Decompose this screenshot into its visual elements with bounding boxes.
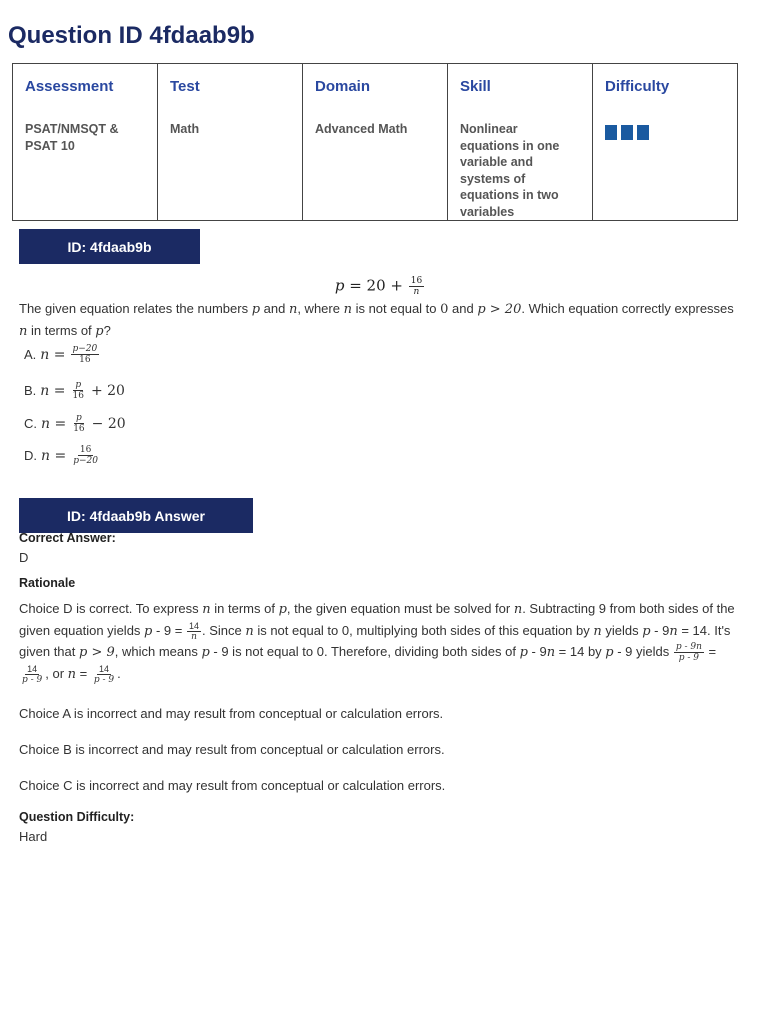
choice-d-fraction [71,445,100,466]
choice-c[interactable] [24,413,126,434]
text-span: - 9 [650,622,670,638]
math-var: p [144,623,153,639]
choice-a-den: 16 [79,355,91,365]
text-span: . [117,665,121,681]
choice-a[interactable] [24,344,104,365]
fraction-denominator: n [413,287,420,297]
math-var: p [642,623,651,639]
math-var: n [669,623,678,639]
difficulty-header: Difficulty [605,78,670,95]
text-span: , or [45,665,68,681]
choice-b-fraction [71,380,86,401]
text-span: , where [297,301,344,316]
choice-a-lhs: n = [40,346,66,363]
difficulty-bar [637,125,649,140]
math-var: p > 9 [79,645,115,660]
math-var: n [19,323,28,339]
choice-c-rationale: Choice C is incorrect and may result from conceptual or calculation errors. [19,778,446,793]
math-var: p [278,602,287,617]
fraction-numerator: 14 [27,663,38,674]
choice-b-num: p [75,380,82,390]
test-value: Math [170,122,200,136]
fraction-denominator: p - 9 [93,674,115,685]
choice-c-label: C. [24,416,37,431]
question-difficulty-value: Hard [19,829,48,844]
math-var: p > 20 [477,302,522,317]
test-header: Test [170,78,200,95]
choice-b-den: 16 [72,391,84,401]
page-title: Question ID 4fdaab9b [8,22,255,49]
test-cell [158,64,303,221]
math-var: n [67,666,77,682]
choice-c-num: p [76,413,82,423]
fraction-denominator: p - 9 [22,674,43,685]
rationale-text [19,599,744,685]
text-span: ? [103,322,111,338]
math-fraction [187,621,201,642]
domain-value: Advanced Math [315,122,408,136]
text-span: = [76,665,91,681]
choice-a-num: p−20 [72,344,98,354]
choice-d-label: D. [24,448,37,463]
skill-value: Nonlinear equations in one variable and systems of equations in two variables [460,122,560,219]
question-difficulty-label: Question Difficulty: [19,810,135,824]
math-var: n [245,623,254,639]
choice-c-fraction [71,413,86,434]
choice-a-fraction [71,344,100,365]
text-span: - 9 yields [613,644,673,659]
math-var: n [546,645,556,660]
text-span: = 14. It's given that [19,622,731,659]
difficulty-cell [593,64,738,221]
equation-fraction [409,276,424,297]
choice-b-rationale: Choice B is incorrect and may result from conceptual or calculation errors. [19,742,445,757]
assessment-cell [13,64,158,221]
domain-header: Domain [315,78,371,95]
text-span: yields [601,622,643,638]
difficulty-indicator [605,125,725,140]
choice-c-tail: − 20 [91,415,126,432]
difficulty-bar [621,125,633,140]
assessment-value: PSAT/NMSQT & PSAT 10 [25,122,119,153]
fraction-numerator: 14 [188,620,199,631]
text-span: in terms of [27,322,96,338]
text-span: is not equal to [351,301,441,316]
text-span: - 9 is not equal to 0. Therefore, dividing both sides of [209,644,520,659]
question-text [19,299,744,342]
text-span: is not equal to 0, multiplying both sides of this equation by [253,622,594,638]
text-span: and [448,301,478,316]
text-span: - 9 [527,644,547,659]
math-fraction [92,664,116,685]
skill-header: Skill [460,78,491,95]
math-var: p [201,645,210,660]
choice-d-lhs: n = [41,447,67,464]
answer-id-banner: ID: 4fdaab9b Answer [19,498,253,533]
equation-lhs: p [334,276,345,295]
choice-b[interactable] [24,380,125,401]
choice-c-den: 16 [73,424,85,434]
correct-answer-value: D [19,550,29,565]
choice-a-label: A. [24,347,37,362]
fraction-denominator: p - 9 [678,653,700,664]
math-var: p [95,323,104,339]
choice-c-lhs: n = [41,415,67,432]
skill-cell [448,64,593,221]
fraction-denominator: n [191,631,197,642]
text-span: . Since [201,622,246,638]
text-span: , which means [114,644,202,659]
difficulty-bar [605,125,617,140]
domain-cell [303,64,448,221]
text-span: = 14 by [555,644,606,659]
math-var: n [202,602,211,617]
question-meta-table [12,63,738,221]
choice-b-label: B. [24,383,37,398]
math-var: n [593,623,602,639]
text-span: in terms of [210,601,279,616]
math-var: p [251,302,261,317]
choice-a-rationale: Choice A is incorrect and may result from conceptual or calculation errors. [19,706,444,721]
math-var: n [343,302,352,317]
text-span: . Which equation correctly expresses [521,301,734,316]
choice-b-lhs: n = [40,382,66,399]
fraction-numerator: 16 [410,276,423,286]
rationale-label: Rationale [19,576,76,590]
fraction-numerator: 14 [98,663,109,674]
math-fraction [20,664,44,685]
math-var: n [513,602,523,617]
question-id-banner: ID: 4fdaab9b [19,229,200,264]
text-span: . Subtracting 9 from both sides of the given equation yields [19,601,735,638]
math-fraction [674,642,704,663]
text-span: , the given equation must be solved for [286,601,514,616]
choice-d-num: 16 [79,445,92,455]
math-var: p [519,645,528,660]
math-var: 0 [440,302,449,317]
choice-b-tail: + 20 [90,382,125,399]
assessment-header: Assessment [25,78,114,95]
math-var: n [288,302,298,317]
choice-d-den: p−20 [73,456,98,466]
correct-answer-label: Correct Answer: [19,531,116,545]
equation-op: = 20 + [344,276,408,295]
text-span: The given equation relates the numbers [19,301,252,316]
given-equation [0,276,760,297]
text-span: = [704,644,717,659]
fraction-numerator: p - 9n [675,642,702,653]
text-span: Choice D is correct. To express [19,601,203,616]
text-span: - 9 = [152,622,186,638]
choice-d[interactable] [24,445,105,466]
text-span: and [260,301,289,316]
math-var: p [605,645,614,660]
